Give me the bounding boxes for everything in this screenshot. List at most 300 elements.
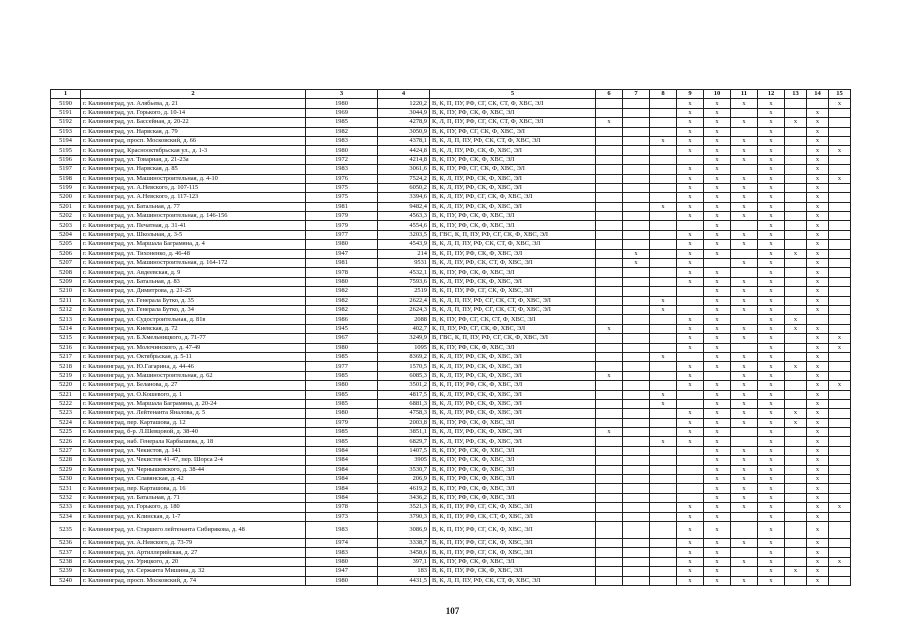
works-cell: В, К, Л, ПУ, РФ, СК, Ф, ХВС, ЭЛ: [430, 399, 596, 408]
column-number: 1: [51, 90, 81, 99]
mark-cell-col-11: [731, 268, 758, 277]
row-id: 5225: [51, 428, 81, 437]
mark-cell-col-10: x: [704, 557, 731, 566]
column-number: 12: [758, 90, 785, 99]
mark-cell-col-13: [785, 230, 807, 239]
mark-cell-col-9: [677, 465, 704, 474]
mark-cell-col-8: [650, 493, 677, 502]
mark-cell-col-10: x: [704, 576, 731, 585]
mark-cell-col-10: x: [704, 390, 731, 399]
mark-cell-col-7: x: [623, 249, 650, 258]
area-cell: 7524,2: [378, 174, 430, 183]
mark-cell-col-9: [677, 296, 704, 305]
mark-cell-col-6: [596, 548, 623, 557]
mark-cell-col-15: [829, 538, 851, 547]
mark-cell-col-12: x: [758, 259, 785, 268]
mark-cell-col-15: [829, 249, 851, 258]
mark-cell-col-8: [650, 146, 677, 155]
area-cell: 1407,5: [378, 446, 430, 455]
mark-cell-col-9: x: [677, 381, 704, 390]
mark-cell-col-8: [650, 484, 677, 493]
row-id: 5216: [51, 343, 81, 352]
mark-cell-col-12: x: [758, 418, 785, 427]
works-cell: В, К, Л, ПУ, РФ, СК, Ф, ХВС, ЭЛ: [430, 362, 596, 371]
column-number: 11: [731, 90, 758, 99]
mark-cell-col-10: x: [704, 428, 731, 437]
mark-cell-col-7: [623, 146, 650, 155]
mark-cell-col-10: x: [704, 287, 731, 296]
year-cell: 1980: [306, 409, 378, 418]
mark-cell-col-13: [785, 99, 807, 108]
mark-cell-col-9: x: [677, 202, 704, 211]
table-row: [51, 183, 851, 192]
mark-cell-col-15: [829, 277, 851, 286]
area-cell: 2088: [378, 315, 430, 324]
mark-cell-col-14: x: [807, 557, 829, 566]
mark-cell-col-7: [623, 287, 650, 296]
mark-cell-col-7: [623, 418, 650, 427]
mark-cell-col-12: x: [758, 567, 785, 576]
mark-cell-col-12: x: [758, 202, 785, 211]
table-row: [51, 249, 851, 258]
table-row: [51, 428, 851, 437]
mark-cell-col-13: x: [785, 118, 807, 127]
mark-cell-col-11: x: [731, 390, 758, 399]
row-id: 5223: [51, 409, 81, 418]
works-cell: В, К, ПУ, РФ, СК, Ф, ХВС, ЭЛ: [430, 557, 596, 566]
mark-cell-col-8: x: [650, 305, 677, 314]
mark-cell-col-6: [596, 305, 623, 314]
mark-cell-col-13: x: [785, 362, 807, 371]
year-cell: 1981: [306, 202, 378, 211]
year-cell: 1985: [306, 371, 378, 380]
area-cell: 4378,1: [378, 136, 430, 145]
mark-cell-col-14: x: [807, 165, 829, 174]
row-id: 5227: [51, 446, 81, 455]
mark-cell-col-13: [785, 343, 807, 352]
year-cell: 1982: [306, 296, 378, 305]
mark-cell-col-10: x: [704, 381, 731, 390]
mark-cell-col-6: [596, 567, 623, 576]
mark-cell-col-9: [677, 390, 704, 399]
address-cell: г. Калининград, ул. Машиностроительная, д. 62: [81, 371, 306, 380]
mark-cell-col-9: x: [677, 268, 704, 277]
mark-cell-col-7: [623, 296, 650, 305]
mark-cell-col-11: x: [731, 193, 758, 202]
area-cell: 4758,3: [378, 409, 430, 418]
mark-cell-col-10: x: [704, 249, 731, 258]
year-cell: 1980: [306, 277, 378, 286]
row-id: 5199: [51, 183, 81, 192]
mark-cell-col-14: x: [807, 503, 829, 512]
mark-cell-col-10: x: [704, 221, 731, 230]
mark-cell-col-8: [650, 230, 677, 239]
mark-cell-col-12: x: [758, 155, 785, 164]
area-cell: 2622,4: [378, 296, 430, 305]
mark-cell-col-11: x: [731, 576, 758, 585]
column-number: 3: [306, 90, 378, 99]
mark-cell-col-8: [650, 240, 677, 249]
mark-cell-col-6: [596, 512, 623, 521]
row-id: 5210: [51, 287, 81, 296]
table-row: [51, 456, 851, 465]
year-cell: 1984: [306, 484, 378, 493]
mark-cell-col-7: [623, 99, 650, 108]
mark-cell-col-9: x: [677, 127, 704, 136]
mark-cell-col-11: x: [731, 287, 758, 296]
mark-cell-col-8: [650, 221, 677, 230]
mark-cell-col-14: x: [807, 221, 829, 230]
table-row: [51, 512, 851, 521]
mark-cell-col-13: [785, 305, 807, 314]
mark-cell-col-7: [623, 277, 650, 286]
mark-cell-col-8: [650, 155, 677, 164]
area-cell: 3790,3: [378, 512, 430, 521]
mark-cell-col-14: x: [807, 118, 829, 127]
mark-cell-col-13: [785, 465, 807, 474]
mark-cell-col-15: [829, 475, 851, 484]
mark-cell-col-10: x: [704, 521, 731, 538]
mark-cell-col-14: x: [807, 381, 829, 390]
mark-cell-col-8: x: [650, 136, 677, 145]
mark-cell-col-7: [623, 212, 650, 221]
mark-cell-col-11: x: [731, 557, 758, 566]
mark-cell-col-7: [623, 475, 650, 484]
mark-cell-col-12: x: [758, 576, 785, 585]
mark-cell-col-10: x: [704, 165, 731, 174]
works-cell: В, К, П, ПУ, РФ, СК, Ф, ХВС, ЭЛ: [430, 567, 596, 576]
mark-cell-col-10: x: [704, 418, 731, 427]
row-id: 5238: [51, 557, 81, 566]
mark-cell-col-15: [829, 155, 851, 164]
mark-cell-col-12: x: [758, 371, 785, 380]
mark-cell-col-12: x: [758, 146, 785, 155]
mark-cell-col-7: [623, 503, 650, 512]
mark-cell-col-14: x: [807, 155, 829, 164]
area-cell: 4563,3: [378, 212, 430, 221]
area-cell: 3905: [378, 456, 430, 465]
mark-cell-col-11: [731, 108, 758, 117]
mark-cell-col-11: x: [731, 446, 758, 455]
mark-cell-col-12: x: [758, 437, 785, 446]
works-cell: В, К, П, ПУ, РФ, СК, Ф, ХВС, ЭЛ: [430, 249, 596, 258]
row-id: 5211: [51, 296, 81, 305]
table-row: [51, 118, 851, 127]
mark-cell-col-13: [785, 108, 807, 117]
mark-cell-col-13: [785, 538, 807, 547]
address-cell: г. Калининград, ул. Горького, д. 180: [81, 503, 306, 512]
row-id: 5197: [51, 165, 81, 174]
year-cell: 1984: [306, 465, 378, 474]
area-cell: 3851,1: [378, 428, 430, 437]
mark-cell-col-13: x: [785, 567, 807, 576]
mark-cell-col-10: [704, 259, 731, 268]
mark-cell-col-7: x: [623, 259, 650, 268]
mark-cell-col-8: [650, 362, 677, 371]
mark-cell-col-8: [650, 108, 677, 117]
mark-cell-col-13: [785, 557, 807, 566]
mark-cell-col-6: [596, 503, 623, 512]
mark-cell-col-11: x: [731, 334, 758, 343]
row-id: 5221: [51, 390, 81, 399]
mark-cell-col-6: [596, 409, 623, 418]
mark-cell-col-7: [623, 183, 650, 192]
area-cell: 3521,3: [378, 503, 430, 512]
row-id: 5233: [51, 503, 81, 512]
table-row: [51, 324, 851, 333]
mark-cell-col-6: [596, 212, 623, 221]
mark-cell-col-11: x: [731, 155, 758, 164]
mark-cell-col-7: [623, 512, 650, 521]
mark-cell-col-8: x: [650, 437, 677, 446]
mark-cell-col-8: [650, 343, 677, 352]
mark-cell-col-10: x: [704, 475, 731, 484]
works-cell: В, К, ПУ, РФ, СГ, СК, СТ, Ф, ХВС, ЭЛ: [430, 315, 596, 324]
year-cell: 1985: [306, 399, 378, 408]
mark-cell-col-11: [731, 567, 758, 576]
mark-cell-col-8: [650, 193, 677, 202]
mark-cell-col-6: [596, 230, 623, 239]
mark-cell-col-9: x: [677, 174, 704, 183]
mark-cell-col-7: [623, 127, 650, 136]
mark-cell-col-6: [596, 343, 623, 352]
area-cell: 2003,8: [378, 418, 430, 427]
address-cell: г. Калининград, ул. Горького, д. 10-14: [81, 108, 306, 117]
mark-cell-col-15: [829, 287, 851, 296]
year-cell: 1973: [306, 512, 378, 521]
mark-cell-col-9: x: [677, 136, 704, 145]
address-cell: г. Калининград, ул. Беланова, д. 27: [81, 381, 306, 390]
mark-cell-col-10: [704, 371, 731, 380]
mark-cell-col-10: x: [704, 230, 731, 239]
mark-cell-col-11: [731, 315, 758, 324]
mark-cell-col-15: [829, 512, 851, 521]
mark-cell-col-6: [596, 418, 623, 427]
area-cell: 9482,4: [378, 202, 430, 211]
year-cell: 1980: [306, 343, 378, 352]
mark-cell-col-7: [623, 155, 650, 164]
address-cell: г. Калининград, ул. Машиностроительная, д. 146-156: [81, 212, 306, 221]
mark-cell-col-7: [623, 557, 650, 566]
works-cell: В, К, ПУ, РФ, СГ, СК, Ф, ХВС, ЭЛ: [430, 165, 596, 174]
mark-cell-col-10: x: [704, 146, 731, 155]
mark-cell-col-15: [829, 362, 851, 371]
area-cell: 3530,7: [378, 465, 430, 474]
mark-cell-col-6: [596, 99, 623, 108]
year-cell: 1976: [306, 174, 378, 183]
year-cell: 1984: [306, 456, 378, 465]
mark-cell-col-14: x: [807, 493, 829, 502]
mark-cell-col-9: x: [677, 521, 704, 538]
address-cell: г. Калининград, ул. Киевская, д. 72: [81, 324, 306, 333]
area-cell: 214: [378, 249, 430, 258]
area-cell: 4532,1: [378, 268, 430, 277]
mark-cell-col-11: [731, 437, 758, 446]
year-cell: 1980: [306, 146, 378, 155]
table-row: [51, 567, 851, 576]
year-cell: 1983: [306, 136, 378, 145]
area-cell: 6085,3: [378, 371, 430, 380]
table-row: [51, 465, 851, 474]
mark-cell-col-9: [677, 352, 704, 361]
mark-cell-col-9: [677, 399, 704, 408]
mark-cell-col-7: [623, 428, 650, 437]
mark-cell-col-15: [829, 371, 851, 380]
mark-cell-col-12: x: [758, 512, 785, 521]
area-cell: 3050,9: [378, 127, 430, 136]
mark-cell-col-11: x: [731, 538, 758, 547]
address-cell: г. Калининград, ул. Судостроительная, д. 81в: [81, 315, 306, 324]
mark-cell-col-7: [623, 221, 650, 230]
mark-cell-col-11: x: [731, 277, 758, 286]
mark-cell-col-7: [623, 362, 650, 371]
works-cell: В, К, Л, ПУ, РФ, СК, Ф, ХВС, ЭЛ: [430, 146, 596, 155]
mark-cell-col-9: [677, 493, 704, 502]
works-cell: В, К, Л, ПУ, РФ, СК, Ф, ХВС, ЭЛ: [430, 202, 596, 211]
mark-cell-col-7: [623, 381, 650, 390]
mark-cell-col-11: [731, 221, 758, 230]
mark-cell-col-13: [785, 174, 807, 183]
mark-cell-col-8: [650, 249, 677, 258]
mark-cell-col-9: x: [677, 249, 704, 258]
mark-cell-col-10: x: [704, 456, 731, 465]
year-cell: 1977: [306, 230, 378, 239]
row-id: 5205: [51, 240, 81, 249]
mark-cell-col-10: x: [704, 183, 731, 192]
mark-cell-col-12: x: [758, 503, 785, 512]
works-cell: В, К, П, ПУ, РФ, СГ, СК, Ф, ХВС, ЭЛ: [430, 521, 596, 538]
mark-cell-col-8: [650, 409, 677, 418]
address-cell: г. Калининград, ул. А.Невского, д. 73-79: [81, 538, 306, 547]
mark-cell-col-8: [650, 287, 677, 296]
mark-cell-col-6: [596, 437, 623, 446]
mark-cell-col-7: [623, 240, 650, 249]
mark-cell-col-9: x: [677, 343, 704, 352]
table-row: [51, 155, 851, 164]
mark-cell-col-9: x: [677, 437, 704, 446]
address-cell: г. Калининград, ул. Товарная, д. 21-23а: [81, 155, 306, 164]
mark-cell-col-15: x: [829, 174, 851, 183]
mark-cell-col-11: x: [731, 146, 758, 155]
mark-cell-col-8: [650, 315, 677, 324]
address-cell: г. Калининград, ул. Чекистов 41-47, пер. Шорса 2-4: [81, 456, 306, 465]
row-id: 5228: [51, 456, 81, 465]
mark-cell-col-14: x: [807, 484, 829, 493]
address-cell: г. Калининград, просп. Московский, д. 66: [81, 136, 306, 145]
works-cell: В, К, П, ПУ, РФ, СГ, СК, Ф, ХВС, ЭЛ: [430, 287, 596, 296]
mark-cell-col-8: [650, 538, 677, 547]
mark-cell-col-6: [596, 202, 623, 211]
year-cell: 1984: [306, 493, 378, 502]
mark-cell-col-6: [596, 484, 623, 493]
mark-cell-col-13: [785, 390, 807, 399]
mark-cell-col-15: [829, 465, 851, 474]
mark-cell-col-13: [785, 193, 807, 202]
mark-cell-col-14: x: [807, 362, 829, 371]
mark-cell-col-6: [596, 538, 623, 547]
mark-cell-col-14: x: [807, 446, 829, 455]
mark-cell-col-14: x: [807, 521, 829, 538]
table-row: [51, 437, 851, 446]
table-row: [51, 315, 851, 324]
address-cell: г. Калининград, ул. Тихоненко, д. 46-48: [81, 249, 306, 258]
mark-cell-col-15: [829, 240, 851, 249]
mark-cell-col-7: [623, 465, 650, 474]
mark-cell-col-8: [650, 512, 677, 521]
mark-cell-col-6: [596, 456, 623, 465]
row-id: 5190: [51, 99, 81, 108]
mark-cell-col-10: x: [704, 538, 731, 547]
mark-cell-col-13: [785, 456, 807, 465]
year-cell: 1985: [306, 352, 378, 361]
mark-cell-col-15: [829, 259, 851, 268]
mark-cell-col-7: [623, 437, 650, 446]
mark-cell-col-12: x: [758, 315, 785, 324]
mark-cell-col-14: x: [807, 352, 829, 361]
mark-cell-col-8: [650, 567, 677, 576]
table-row: [51, 212, 851, 221]
mark-cell-col-6: [596, 287, 623, 296]
mark-cell-col-10: x: [704, 202, 731, 211]
row-id: 5204: [51, 230, 81, 239]
table-row: [51, 493, 851, 502]
address-cell: г. Калининград, ул. Ю.Гагарина, д. 44-46: [81, 362, 306, 371]
mark-cell-col-14: x: [807, 409, 829, 418]
works-cell: В, К, ПУ, РФ, СК, Ф, ХВС, ЭЛ: [430, 212, 596, 221]
works-cell: В, ГВС, К, П, ПУ, РФ, СГ, СК, Ф, ХВС, ЭЛ: [430, 334, 596, 343]
mark-cell-col-11: x: [731, 418, 758, 427]
mark-cell-col-8: [650, 259, 677, 268]
mark-cell-col-10: x: [704, 193, 731, 202]
address-cell: г. Калининград, ул. Сержанта Мишина, д. 32: [81, 567, 306, 576]
mark-cell-col-15: [829, 202, 851, 211]
address-cell: г. Калининград, пер. Карташова, д. 12: [81, 418, 306, 427]
address-cell: г. Калининград, ул. О.Кошевого, д. 1: [81, 390, 306, 399]
mark-cell-col-15: [829, 576, 851, 585]
row-id: 5230: [51, 475, 81, 484]
mark-cell-col-14: x: [807, 343, 829, 352]
mark-cell-col-8: [650, 371, 677, 380]
mark-cell-col-7: [623, 567, 650, 576]
mark-cell-col-9: x: [677, 99, 704, 108]
table-row: [51, 127, 851, 136]
works-cell: В, К, Л, ПУ, РФ, СК, Ф, ХВС, ЭЛ: [430, 183, 596, 192]
mark-cell-col-13: [785, 428, 807, 437]
area-cell: 1570,5: [378, 362, 430, 371]
table-row: [51, 446, 851, 455]
address-cell: г. Калининград, ул. Лейтенанта Яналова, д. 5: [81, 409, 306, 418]
mark-cell-col-13: [785, 576, 807, 585]
works-cell: В, К, ПУ, РФ, СК, Ф, ХВС, ЭЛ: [430, 493, 596, 502]
mark-cell-col-9: [677, 456, 704, 465]
mark-cell-col-6: [596, 362, 623, 371]
mark-cell-col-12: x: [758, 399, 785, 408]
mark-cell-col-14: x: [807, 399, 829, 408]
mark-cell-col-12: x: [758, 108, 785, 117]
mark-cell-col-10: x: [704, 465, 731, 474]
mark-cell-col-10: x: [704, 136, 731, 145]
table-row: [51, 305, 851, 314]
mark-cell-col-12: x: [758, 334, 785, 343]
mark-cell-col-9: x: [677, 567, 704, 576]
mark-cell-col-8: x: [650, 399, 677, 408]
table-row: [51, 277, 851, 286]
mark-cell-col-6: [596, 334, 623, 343]
area-cell: 3458,6: [378, 548, 430, 557]
year-cell: 1982: [306, 127, 378, 136]
mark-cell-col-7: [623, 230, 650, 239]
area-cell: 3394,6: [378, 193, 430, 202]
